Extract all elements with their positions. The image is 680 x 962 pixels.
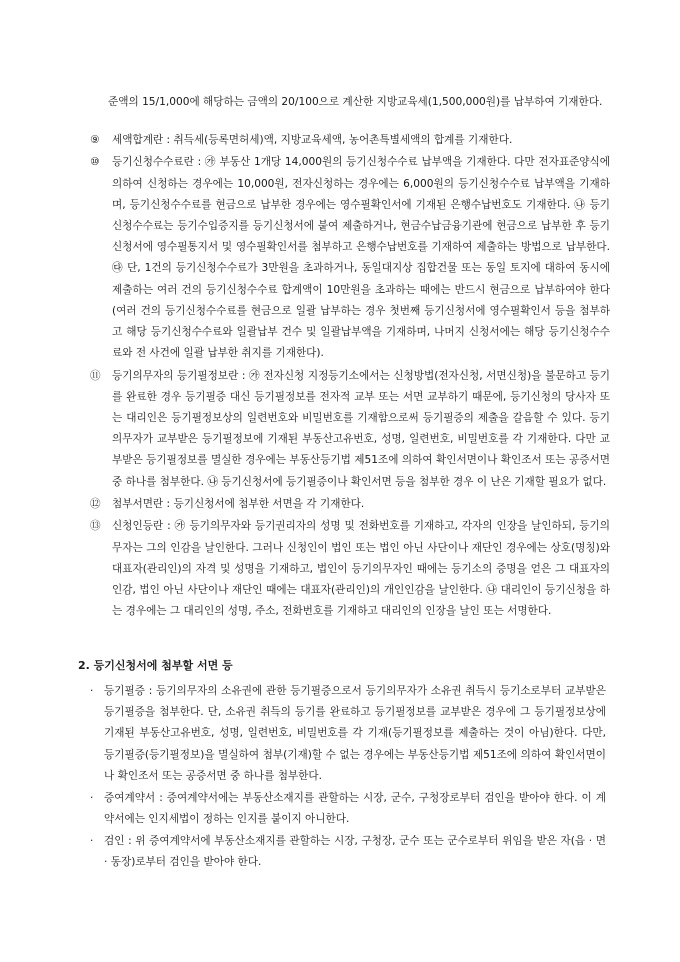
bullet-item bbox=[90, 681, 606, 787]
list-item bbox=[90, 152, 610, 364]
item-text: 신청인등란 : ㉮ 등기의무자와 등기권리자의 성명 및 전화번호를 기재하고, 각자의 인장을 날인하되, 등기의무자는 그의 인감을 날인한다. 그러나 신청인이 법인 또는 법인 아닌 사단이나 재단인 경우에는 상호(명칭)와 대표자(관리인)의 자격 및 성명을 기재하고, 법인이 등기의무자인 때에는 등기소의 증명을 얻은 그 대표자의 인감, 법인 아닌 사단이나 재단인 때에는 대표자(관리인)의 개인인감을 날인한다. ㉯ 대리인이 등기신청을 하는 경우에는 그 대리인의 성명, 주소, 전화번호를 기재하고 대리인의 인장을 날인 또는 서명한다. bbox=[112, 520, 610, 618]
bullet-text: 증여계약서 : 증여계약서에는 부동산소재지를 관할하는 시장, 군수, 구청장로부터 검인을 받아야 한다. 이 계약서에는 인지세법이 정하는 인지를 붙이지 아니한다. bbox=[104, 791, 606, 825]
item-number: ⑫ bbox=[90, 498, 101, 511]
list-item bbox=[90, 516, 610, 622]
item-text: 등기의무자의 등기필정보란 : ㉮ 전자신청 지정등기소에서는 신청방법(전자신청, 서면신청)을 불문하고 등기를 완료한 경우 등기필증 대신 등기필정보를 전자적 교부 또는 서면 교부하기 때문에, 등기신청의 당사자 또는 대리인은 등기필정보상의 일련번호와 비밀번호를 기재함으로써 등기필증의 제출을 갈음할 수 있다. 등기의무자가 교부받은 등기필정보에 기재된 부동산고유번호, 성명, 일련번호, 비밀번호를 각 기재한다. 다만 교부받은 등기필정보를 멸실한 경우에는 부동산등기법 제51조에 의하여 확인서면이나 확인조서 또는 공증서면 중 하나를 첨부한다. ㉯ 등기신청서에 등기필증이나 확인서면 등을 첨부한 경우 이 난은 기재할 필요가 없다. bbox=[112, 369, 610, 488]
item-number: ⑪ bbox=[90, 369, 101, 382]
item-text: 세액합계란 : 취득세(등록면허세)액, 지방교육세액, 농어촌특별세액의 합계를 기재한다. bbox=[112, 134, 513, 146]
bullet-list bbox=[90, 681, 606, 874]
bullet-mark: · bbox=[90, 791, 94, 804]
bullet-item bbox=[90, 788, 606, 830]
bullet-text: 등기필증 : 등기의무자의 소유권에 관한 등기필증으로서 등기의무자가 소유권 취득시 등기소로부터 교부받은 등기필증을 첨부한다. 단, 소유권 취득의 등기를 완료하고 등기필정보를 교부받은 경우에 그 등기필정보상에 기재된 부동산고유번호, 성명, 일련번호, 비밀번호를 각 기재(등기필정보를 제출하는 것이 아님)한다. 다만, 등기필증(등기필정보)을 멸실하여 첨부(기재)할 수 없는 경우에는 부동산등기법 제51조에 의하여 확인서면이나 확인조서 또는 공증서면 중 하나를 첨부한다. bbox=[104, 685, 606, 782]
bullet-mark: · bbox=[90, 685, 94, 697]
item-text: 등기신청수수료란 : ㉮ 부동산 1개당 14,000원의 등기신청수수료 납부액을 기재한다. 다만 전자표준양식에 의하여 신청하는 경우에는 10,000원, 전자신청하는 경우에는 6,000원의 등기신청수수료 납부액을 기재하며, 등기신청수수료를 현금으로 납부한 경우에는 영수필확인서에 기재된 은행수납번호도 기재한다. ㉯ 등기신청수수료는 등기수입증지를 등기신청서에 붙여 제출하거나, 현금수납금융기관에 현금으로 납부한 후 등기신청서에 영수필통지서 및 영수필확인서를 첨부하고 은행수납번호를 기재하여 제출하는 방법으로 납부한다. ㉰ 단, 1건의 등기신청수수료가 3만원을 초과하거나, 동일대지상 집합건물 또는 동일 토지에 대하여 동시에 제출하는 여러 건의 등기신청수수료 합계액이 10만원을 초과하는 때에는 반드시 현금으로 납부하여야 한다(여러 건의 등기신청수수료를 현금으로 일괄 납부하는 경우 첫번째 등기신청서에 영수필확인서 등을 첨부하고 해당 등기신청수수료와 일괄납부 건수 및 일괄납부액을 기재하며, 나머지 신청서에는 해당 등기신청수수료와 전 사건에 일괄 납부한 취지를 기재한다). bbox=[112, 156, 610, 360]
section-heading: 2. 등기신청서에 첨부할 서면 등 bbox=[78, 659, 233, 672]
list-item bbox=[90, 366, 610, 493]
item-number: ⑬ bbox=[90, 520, 101, 533]
list-item bbox=[90, 130, 610, 151]
bullet-text: 검인 : 위 증여계약서에 부동산소재지를 관할하는 시장, 구청장, 군수 또는 군수로부터 위임을 받은 자(읍 · 면 · 동장)로부터 검인을 받아야 한다. bbox=[104, 834, 606, 868]
item-text: 첨부서면란 : 등기신청서에 첨부한 서면을 각 기재한다. bbox=[112, 498, 365, 511]
bullet-mark: · bbox=[90, 834, 94, 847]
intro-paragraph: 준액의 15/1,000에 해당하는 금액의 20/100으로 계산한 지방교육세(1,500,000원)를 납부하여 기재한다. bbox=[108, 96, 603, 108]
bullet-item bbox=[90, 831, 606, 873]
item-number: ⑨ bbox=[90, 134, 100, 146]
item-number: ⑩ bbox=[90, 156, 100, 169]
list-item bbox=[90, 494, 610, 515]
numbered-items bbox=[90, 130, 610, 624]
